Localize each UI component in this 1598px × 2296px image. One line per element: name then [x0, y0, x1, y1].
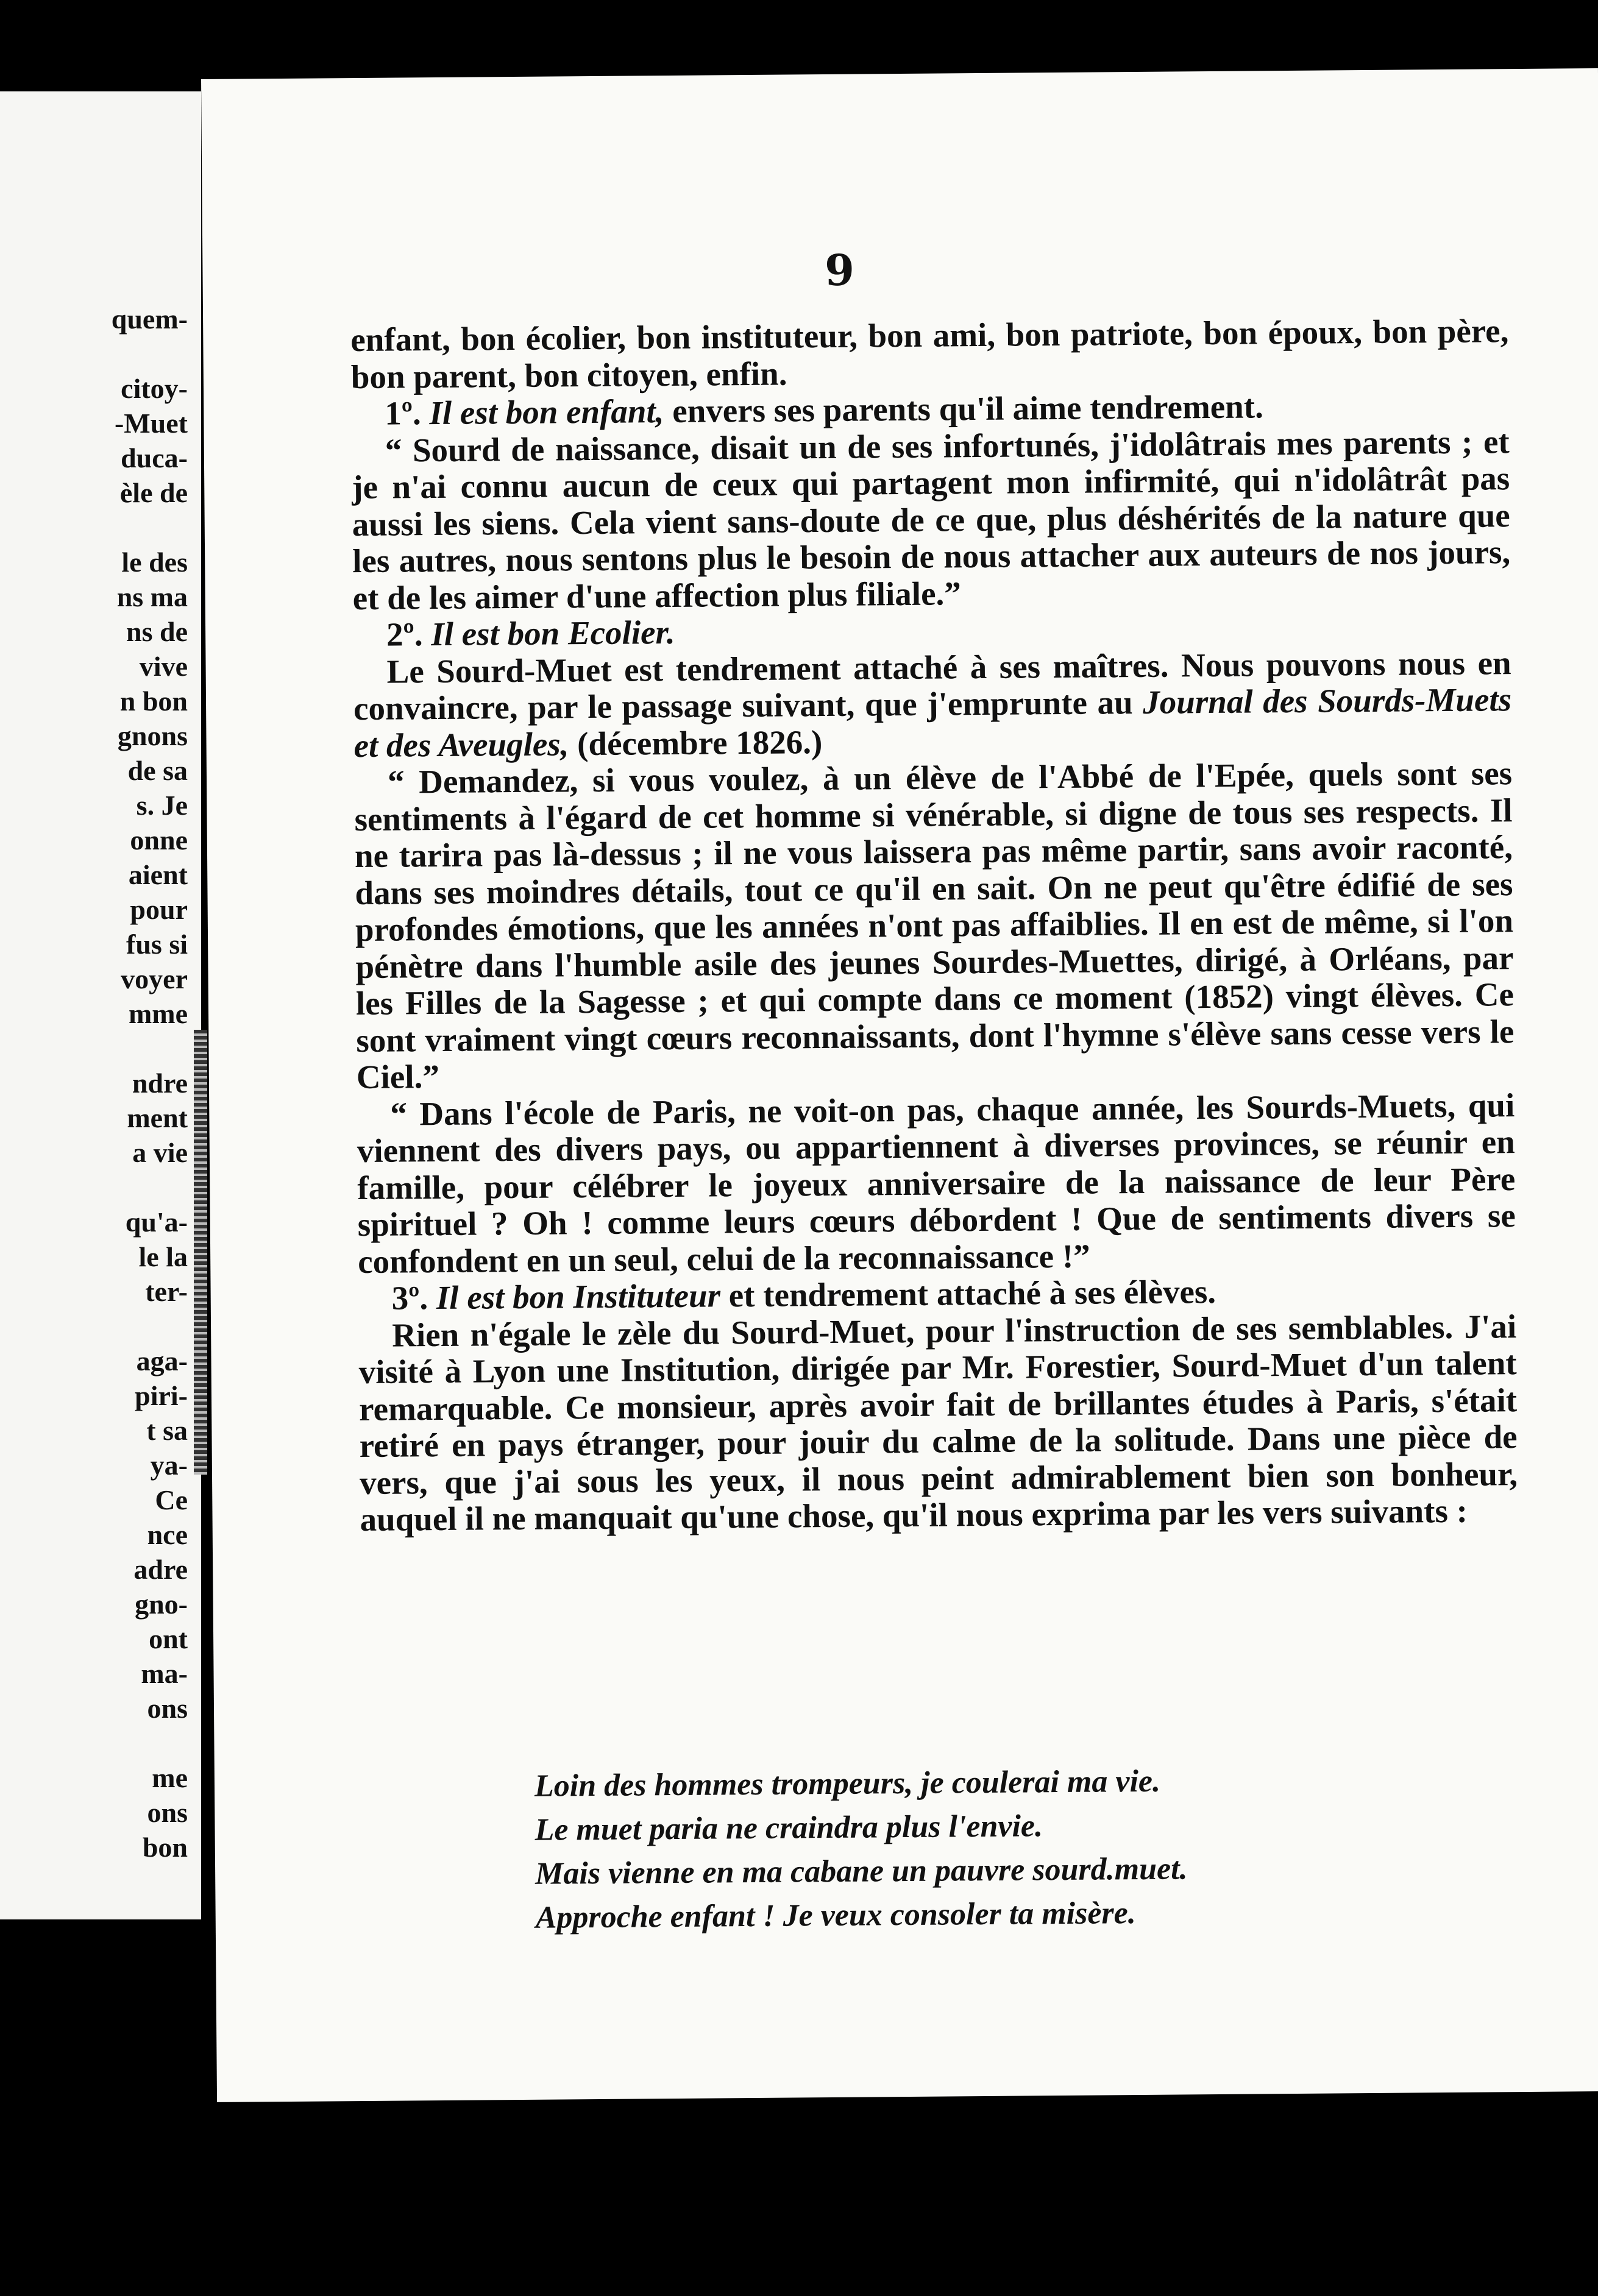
page-gutter [194, 1030, 207, 1475]
italic-phrase: Journal des Sourds-Muets et des Aveugles, [353, 681, 1512, 764]
left-fragment: t sa [146, 1415, 188, 1446]
left-fragment: duca- [121, 442, 188, 473]
left-fragment: le des [121, 547, 188, 578]
text-run: 1º. [385, 394, 430, 432]
left-fragment: s. Je [136, 790, 188, 821]
left-fragment: ns de [126, 616, 188, 647]
paragraph [354, 755, 1515, 1096]
left-fragment: ns ma [116, 581, 188, 612]
left-fragment: ter- [145, 1276, 188, 1307]
left-fragment: a vie [132, 1137, 188, 1168]
left-fragment: nce [147, 1519, 188, 1550]
paragraph [350, 313, 1509, 395]
text-run: 2º. [386, 615, 431, 653]
left-fragment: onne [130, 824, 188, 856]
text-run: enfant, bon écolier, bon instituteur, bon ami, bon patriote, bon époux, bon père, bon parent, bon citoyen, enfin. [350, 312, 1509, 395]
left-fragment: bon [142, 1832, 188, 1863]
left-fragment: n bon [119, 686, 188, 717]
text-run: envers ses parents qu'il aime tendrement. [664, 388, 1264, 430]
left-fragment: ons [147, 1693, 188, 1724]
left-fragment: adre [133, 1554, 188, 1585]
left-fragment: gnons [117, 720, 188, 751]
italic-phrase: Il est bon Instituteur [436, 1277, 721, 1317]
paragraph [358, 1308, 1518, 1539]
text-run: Rien n'égale le zèle du Sourd-Muet, pour l'instruction de ses semblables. J'ai visité à Lyon une Institution, dirigée par Mr. Forestier, Sourd-Muet d'un talent remarquable. Ce monsieur, après avoir fait de brillantes études à Paris, s'était retiré en pays étranger, pour jouir du calme de la solitude. Dans une pièce de vers, que j'ai sous les yeux, il nous peint admirablement bien son bonheur, auquel il ne manquait qu'une chose, qu'il nous exprima par les vers suivants : [358, 1307, 1518, 1539]
left-fragment: ma- [141, 1658, 188, 1689]
left-fragment [112, 510, 188, 545]
left-fragment: aient [128, 859, 188, 890]
left-fragment: ment [127, 1102, 188, 1133]
verse-line: Loin des hommes trompeurs, je coulerai ma vie. [534, 1763, 1161, 1804]
verse-line: Approche enfant ! Je veux consoler ta misère. [535, 1896, 1136, 1935]
text-run: (décembre 1826.) [569, 723, 823, 762]
text-run: Le Sourd-Muet est tendrement attaché à ses maîtres. Nous pouvons nous en convaincre, par le passage suivant, que j'emprunte au [353, 643, 1511, 728]
left-fragment [112, 1309, 188, 1344]
left-fragment: ya- [150, 1450, 188, 1481]
text-run: et tendrement attaché à ses élèves. [720, 1272, 1216, 1314]
paragraph [357, 1087, 1516, 1280]
text-run: “ Demandez, si vous voulez, à un élève de l'Abbé de l'Epée, quels sont ses sentiments à l'égard de cet homme si vénérable, si digne de tous ses respects. Il ne tarira pas là-dessus ; il ne vous laissera pas même partir, sans avoir raconté, dans ses moindres détails, tout ce qu'il en sait. On ne peut qu'être édifié de ses profondes émotions, que les années n'ont pas affaiblies. Il en est de même, si l'on pénètre dans l'humble asile des jeunes Sourdes-Muettes, dirigé, à Orléans, par les Filles de la Sagesse ; et qui compte dans ce moment (1852) vingt élèves. Ce sont vraiment vingt cœurs reconnaissants, dont l'hymne s'élève sans cesse vers le Ciel.” [354, 754, 1515, 1096]
left-fragment: aga- [136, 1345, 188, 1377]
left-fragment: pour [130, 894, 188, 925]
left-fragment [112, 336, 188, 371]
left-fragment: qu'a- [125, 1206, 188, 1238]
paragraph [353, 645, 1511, 764]
left-fragment: ndre [132, 1068, 188, 1099]
left-fragment: gno- [135, 1589, 188, 1620]
paragraph [352, 423, 1511, 617]
text-run: “ Dans l'école de Paris, ne voit-on pas, chaque année, les Sourds-Muets, qui viennent des divers pays, ou appartiennent à diverses provinces, se réunir en famille, pour célébrer le joyeux anniversaire de la naissance de leur Père spirituel ? Oh ! comme leurs cœurs débordent ! Que de sentiments divers se confondent en un seul, celui de la reconnaissance !” [357, 1086, 1516, 1280]
left-fragment: piri- [135, 1380, 188, 1411]
left-fragment: -Muet [114, 408, 188, 439]
left-fragment [112, 1726, 188, 1760]
left-fragment: vive [139, 651, 188, 682]
verse-line: Le muet paria ne craindra plus l'envie. [534, 1809, 1043, 1848]
left-fragment: mme [128, 998, 188, 1029]
text-run: “ Sourd de naissance, disait un de ses infortunés, j'idolâtrais mes parents ; et je n'ai connu aucun de ceux qui partagent mon infirmité, qui n'idolâtrât pas aussi les siens. Cela vient sans-doute de ce que, plus déshérités de la nature que les autres, nous sentons plus le besoin de nous attacher aux auteurs de nos jours, et de les aimer d'une affection plus filiale.” [352, 422, 1511, 617]
left-fragment: ont [149, 1623, 188, 1654]
left-fragment [112, 1170, 188, 1205]
left-fragment: voyer [121, 963, 188, 994]
page-number: 9 [824, 244, 855, 296]
left-fragment: citoy- [121, 373, 188, 404]
left-page-fragments [112, 302, 188, 1865]
left-fragment: Ce [155, 1484, 188, 1515]
verse-line: Mais vienne en ma cabane un pauvre sourd.muet. [534, 1851, 1188, 1891]
left-fragment: me [152, 1762, 188, 1793]
verse-block [534, 1758, 1389, 1940]
italic-phrase: Il est bon enfant, [429, 392, 664, 432]
text-run: 3º. [391, 1279, 437, 1317]
left-fragment: èle de [119, 477, 188, 508]
left-fragment: quem- [111, 303, 188, 335]
left-page-edge [0, 91, 201, 1919]
right-page [201, 68, 1598, 2102]
left-fragment: le la [138, 1241, 188, 1272]
left-fragment: de sa [127, 755, 188, 786]
left-fragment: fus si [126, 929, 188, 960]
left-fragment: ons [147, 1797, 188, 1828]
italic-phrase: Il est bon Ecolier. [431, 613, 675, 653]
body-text [350, 313, 1518, 1538]
left-fragment [112, 1031, 188, 1066]
